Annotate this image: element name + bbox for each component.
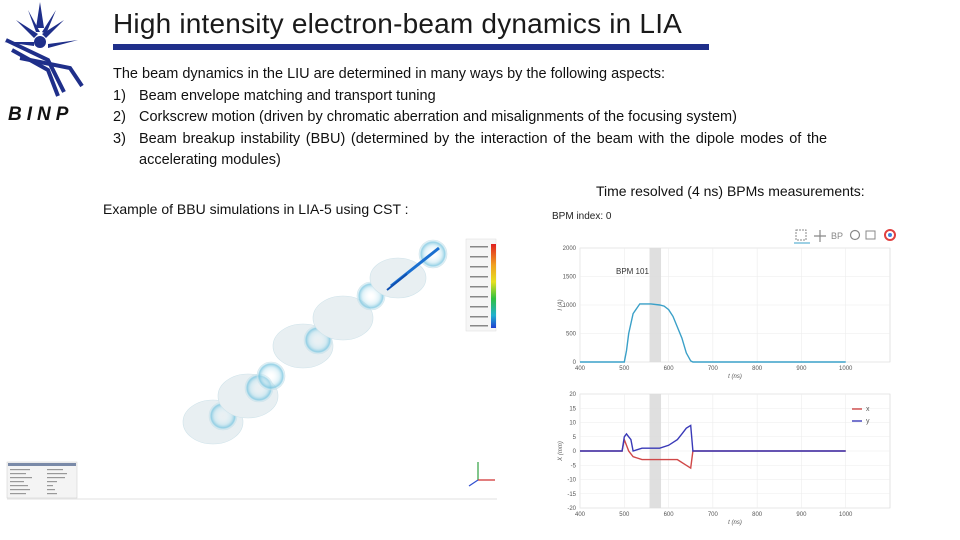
y-axis-label: X (mm) [558, 441, 564, 461]
y-tick-label: 0 [572, 360, 576, 366]
bp-icon[interactable] [831, 231, 843, 241]
y-tick-label: 1000 [562, 303, 576, 309]
zoom-icon[interactable] [796, 230, 806, 240]
list-item-continuation: accelerating modules) [139, 152, 281, 168]
reset-icon[interactable] [851, 231, 860, 240]
x-tick-label: 700 [707, 512, 718, 518]
list-item [113, 107, 938, 129]
y-tick-label: 500 [565, 331, 576, 338]
bpm-caption: Time resolved (4 ns) BPMs measurements: [596, 183, 865, 199]
y-tick-label: -20 [567, 506, 576, 512]
pan-icon[interactable] [814, 230, 826, 242]
x-axis-label: t (ns) [728, 374, 742, 380]
bpm-toolbar [794, 230, 895, 243]
y-tick-label: 5 [572, 434, 576, 441]
current-plot [558, 246, 890, 380]
x-tick-label: 600 [663, 366, 674, 372]
list-text: Beam envelope matching and transport tuning [139, 87, 436, 104]
y-tick-label: 20 [569, 392, 576, 398]
x-tick-label: 800 [752, 512, 763, 518]
color-wheel-icon[interactable] [885, 230, 895, 240]
color-scale-legend [466, 239, 496, 331]
list-item [113, 129, 938, 151]
logo-text: BINP [8, 104, 74, 125]
bpm-panel [540, 208, 902, 540]
x-tick-label: 700 [707, 366, 718, 372]
y-tick-label: 10 [569, 420, 576, 427]
x-tick-label: 400 [574, 512, 586, 518]
page-title: High intensity electron-beam dynamics in LIA [113, 8, 683, 39]
list-item [113, 86, 938, 108]
info-box [7, 462, 77, 498]
y-tick-label: -15 [567, 491, 576, 498]
y-tick-label: 2000 [562, 246, 576, 252]
binp-logo-icon [0, 0, 90, 100]
bpm-index-label: BPM index: 0 [552, 211, 612, 222]
y-tick-label: 0 [572, 449, 576, 455]
x-axis-label: t (ns) [728, 520, 742, 526]
y-axis-label: I (A) [558, 299, 564, 311]
y-tick-label: 15 [569, 406, 576, 413]
y-tick-label: -10 [567, 477, 576, 484]
legend-label: y [866, 418, 870, 425]
intro-text [113, 64, 938, 172]
legend-label: x [866, 406, 870, 413]
title-underline [113, 44, 709, 50]
save-icon[interactable] [866, 231, 875, 239]
y-tick-label: -5 [570, 463, 576, 470]
position-plot [558, 392, 890, 526]
x-tick-label: 1000 [839, 366, 853, 372]
legend-label: BPM 101 [616, 267, 649, 276]
x-tick-label: 500 [619, 512, 630, 518]
x-tick-label: 1000 [839, 512, 853, 518]
x-tick-label: 400 [574, 366, 586, 372]
y-tick-label: 1500 [562, 274, 576, 281]
list-text: Corkscrew motion (driven by chromatic aberration and misalignments of the focusing system) [139, 109, 737, 125]
x-tick-label: 800 [752, 366, 763, 372]
cst-caption: Example of BBU simulations in LIA-5 using CST : [103, 201, 409, 217]
x-tick-label: 500 [619, 366, 630, 372]
x-tick-label: 900 [796, 512, 807, 518]
bp-icon-label: BP [831, 231, 844, 241]
list-number: 3) [113, 130, 126, 147]
axis-triad [469, 462, 495, 486]
highlight-band [650, 394, 662, 508]
list-text: Beam breakup instability (BBU) (determined by the interaction of the beam with the dipole modes of the [139, 130, 828, 147]
list-number: 2) [113, 109, 126, 125]
x-tick-label: 900 [796, 366, 807, 372]
cst-simulation-image [3, 236, 497, 500]
x-tick-label: 600 [663, 512, 674, 518]
intro-lead: The beam dynamics in the LIU are determined in many ways by the following aspects: [113, 66, 666, 82]
list-number: 1) [113, 87, 126, 104]
accelerating-cells [183, 240, 447, 444]
